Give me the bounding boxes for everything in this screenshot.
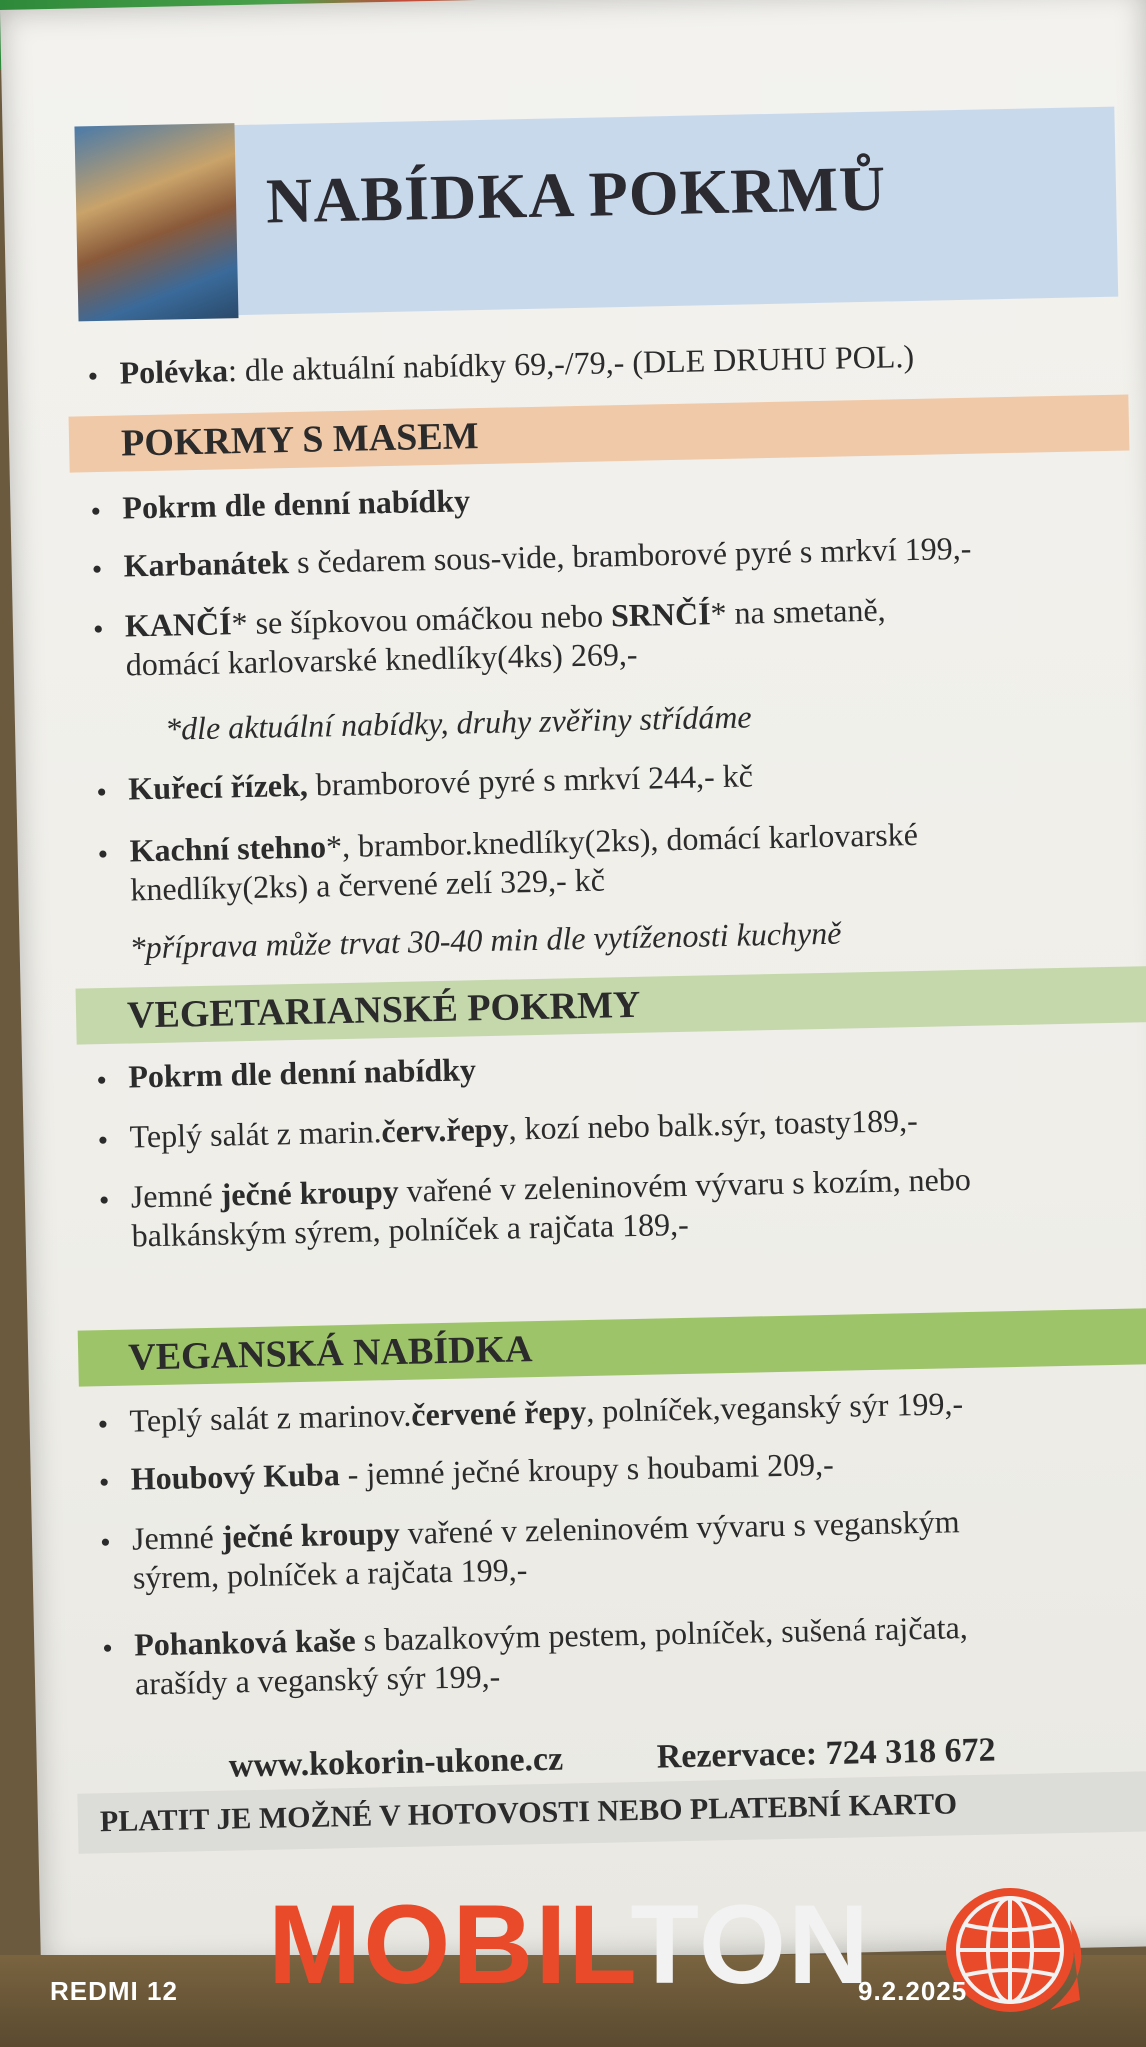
item-name: Kachní stehno	[129, 828, 327, 869]
item-desc-2: vařené v zeleninovém vývaru s kozím, nebo	[398, 1160, 972, 1209]
reservation-phone[interactable]: Rezervace: 724 318 672	[656, 1731, 996, 1776]
vegetarian-heading: VEGETARIANSKÉ POKRMY	[126, 983, 641, 1037]
item-name: Karbanátek	[123, 544, 290, 584]
list-item	[122, 481, 470, 527]
bullet: •	[91, 552, 103, 587]
bullet: •	[98, 1183, 110, 1218]
item-desc: bramborové pyré s mrkví 244,- kč	[307, 757, 754, 803]
soup-item	[119, 337, 914, 393]
item-desc-2: vařené v zeleninovém vývaru s veganským	[399, 1503, 960, 1551]
list-item	[130, 1160, 972, 1256]
bullet: •	[96, 1063, 108, 1098]
bullet: •	[98, 1466, 110, 1500]
item-name: Kuřecí řízek,	[127, 766, 309, 807]
list-item	[128, 1050, 476, 1096]
item-desc: Teplý salát z marin.	[129, 1113, 382, 1155]
item-name: Houbový Kuba	[130, 1456, 341, 1497]
list-item	[123, 529, 971, 586]
bullet: •	[97, 837, 109, 872]
item-name: KANČÍ	[124, 605, 232, 644]
website-link[interactable]: www.kokorin-ukone.cz	[228, 1740, 564, 1785]
list-item	[129, 1384, 963, 1440]
list-item	[134, 1608, 969, 1704]
item-desc: - jemné ječné kroupy s houbami 209,-	[339, 1445, 835, 1493]
item-name: ječné kroupy	[221, 1514, 401, 1555]
vegan-heading: VEGANSKÁ NABÍDKA	[127, 1328, 533, 1379]
bullet: •	[90, 494, 102, 529]
item-desc: Teplý salát z marinov.	[129, 1396, 412, 1439]
item-desc-line2: arašídy a veganský sýr 199,-	[134, 1657, 501, 1702]
item-desc: s čedarem sous-vide, bramborové pyré s mrkví 199,-	[288, 529, 972, 581]
list-item	[129, 815, 919, 910]
prep-note: *příprava může trvat 30-40 min dle vytíženosti kuchyně	[129, 914, 842, 966]
item-name: Pokrm dle denní nabídky	[122, 482, 471, 526]
list-item	[129, 1101, 918, 1157]
item-desc-line2: domácí karlovarské knedlíky(4ks) 269,-	[125, 635, 638, 683]
page-title: NABÍDKA POKRMŮ	[265, 152, 887, 237]
list-item	[128, 756, 753, 808]
title-picture	[74, 123, 238, 321]
date-stamp: 9.2.2025	[858, 1976, 968, 2006]
soup-label: Polévka	[119, 352, 229, 391]
item-name: červ.řepy	[381, 1110, 509, 1150]
item-name: Pohanková kaše	[133, 1621, 356, 1663]
bullet: •	[87, 360, 99, 394]
item-name: červené řepy	[410, 1393, 587, 1433]
bullet: •	[97, 1123, 109, 1158]
item-name: Pokrm dle denní nabídky	[127, 1051, 477, 1095]
device-stamp: REDMI 12	[50, 1976, 178, 2006]
watermark-logo	[268, 1880, 871, 2009]
item-desc: *, brambor.knedlíky(2ks), domácí karlovarské	[325, 815, 919, 865]
item-desc-2: , polníček,veganský sýr 199,-	[585, 1385, 964, 1430]
bullet: •	[97, 1408, 109, 1442]
item-desc-2: , kozí nebo balk.sýr, toasty189,-	[508, 1102, 919, 1147]
item-desc: * se šípkovou omáčkou nebo	[231, 597, 612, 642]
list-item	[130, 1445, 834, 1499]
item-desc-2: * na smetaně,	[710, 591, 886, 632]
item-desc: s bazalkovým pestem, polníček, sušená rajčata,	[355, 1609, 969, 1658]
bullet: •	[99, 1526, 111, 1560]
item-desc-line2: balkánským sýrem, polníček a rajčata 189,-	[131, 1205, 690, 1254]
payment-note: PLATIT JE MOŽNÉ V HOTOVOSTI NEBO PLATEBNÍ KARTO	[99, 1787, 958, 1839]
bullet: •	[96, 775, 108, 810]
logo-part-ton: TON	[630, 1882, 871, 2007]
item-name-2: SRNČÍ	[610, 595, 711, 634]
item-desc-line2: knedlíky(2ks) a červené zelí 329,- kč	[130, 861, 606, 908]
item-desc-line2: sýrem, polníček a rajčata 199,-	[132, 1551, 528, 1596]
item-desc: Jemné	[131, 1518, 223, 1557]
item-name: ječné kroupy	[220, 1172, 400, 1213]
logo-part-mobil: MOBIL	[268, 1882, 631, 2007]
list-item	[132, 1502, 961, 1597]
game-note: *dle aktuální nabídky, druhy zvěřiny střídáme	[164, 698, 752, 747]
list-item	[125, 591, 887, 685]
item-desc: Jemné	[130, 1176, 221, 1215]
bullet: •	[101, 1631, 114, 1666]
meat-heading: POKRMY S MASEM	[120, 415, 479, 465]
bullet: •	[92, 612, 104, 647]
soup-text: : dle aktuální nabídky 69,-/79,- (DLE DRUHU POL.)	[227, 337, 915, 389]
